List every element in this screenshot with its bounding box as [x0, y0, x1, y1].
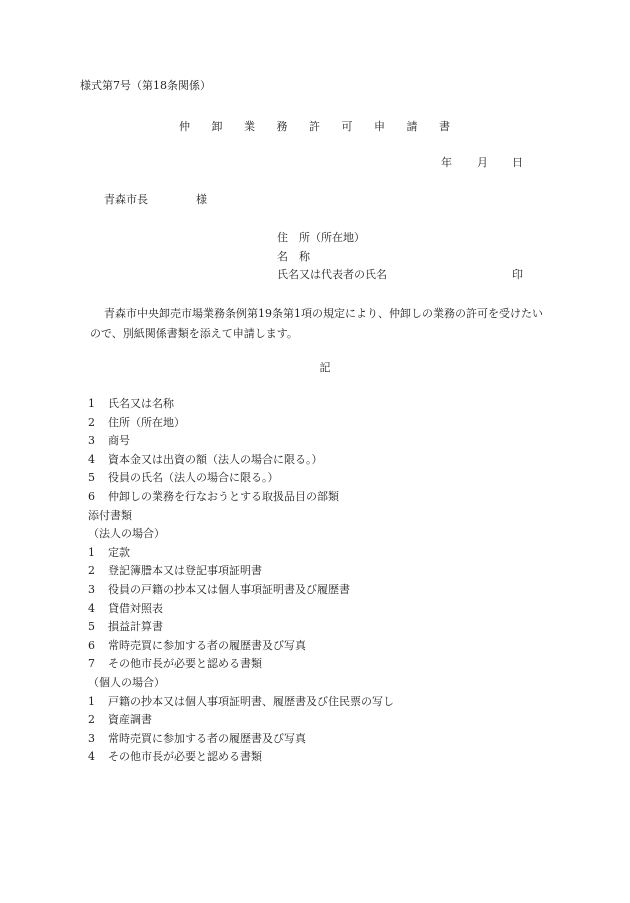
attachments-heading: 添付書類 — [88, 508, 132, 522]
list-item: 3 役員の戸籍の抄本又は個人事項証明書及び履歴書 — [88, 582, 350, 596]
list-item: 5 損益計算書 — [88, 620, 163, 634]
list-item: 1 戸籍の抄本又は個人事項証明書、履歴書及び住民票の写し — [88, 694, 394, 708]
list-item: 1 定款 — [88, 545, 130, 559]
list-item: 4 資本金又は出資の額（法人の場合に限る。） — [88, 452, 323, 466]
list-item: 4 貸借対照表 — [88, 601, 163, 615]
list-item: 2 登記簿謄本又は登記事項証明書 — [88, 564, 262, 578]
date-day-label: 日 — [512, 156, 523, 169]
seal-label: 印 — [512, 268, 523, 281]
individual-heading: （個人の場合） — [88, 675, 165, 689]
form-number: 様式第7号（第18条関係） — [80, 79, 211, 92]
list-item: 6 常時売買に参加する者の履歴書及び写真 — [88, 638, 306, 652]
ki-heading: 記 — [319, 361, 331, 374]
list-item: 5 役員の氏名（法人の場合に限る。） — [88, 471, 279, 485]
list-item: 4 その他市長が必要と認める書類 — [88, 750, 262, 764]
application-statement: 青森市中央卸売市場業務条例第19条第1項の規定により、仲卸しの業務の許可を受けたいので、別紙関係書類を添えて申請します。 — [90, 307, 543, 340]
list-item: 1 氏名又は名称 — [88, 397, 174, 410]
list-item: 3 商号 — [88, 434, 130, 448]
document-title: 仲 卸 業 務 許 可 申 請 書 — [179, 120, 459, 133]
item-list — [88, 395, 394, 767]
list-item: 7 その他市長が必要と認める書類 — [88, 657, 262, 671]
list-item: 2 住所（所在地） — [88, 415, 185, 429]
address-field-label: 住 所（所在地） — [277, 231, 365, 244]
addressee-honorific: 様 — [196, 193, 207, 206]
name-field-label: 名 称 — [277, 250, 310, 263]
date-month-label: 月 — [477, 156, 488, 169]
list-item: 2 資産調書 — [88, 713, 152, 727]
corporate-heading: （法人の場合） — [88, 527, 165, 541]
addressee-name: 青森市長 — [104, 193, 148, 206]
list-item: 3 常時売買に参加する者の履歴書及び写真 — [88, 731, 306, 745]
representative-field-label: 氏名又は代表者の氏名 — [277, 268, 387, 281]
date-year-label: 年 — [441, 156, 452, 169]
list-item: 6 仲卸しの業務を行なおうとする取扱品目の部類 — [88, 489, 339, 503]
